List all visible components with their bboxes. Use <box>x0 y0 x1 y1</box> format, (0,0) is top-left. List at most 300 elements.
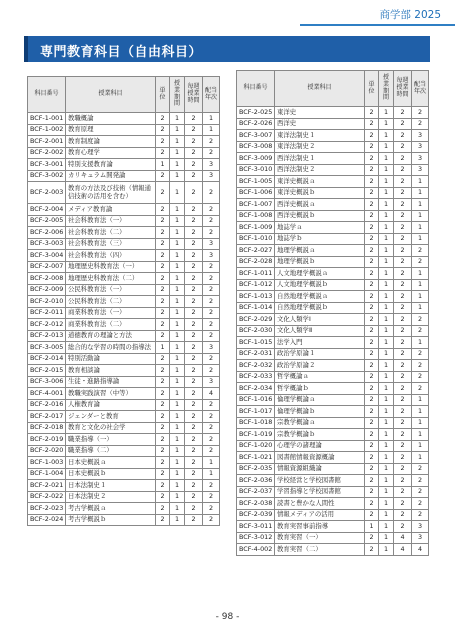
period-cell: 1 <box>379 383 394 395</box>
year-cell: 2 <box>203 365 220 377</box>
course-name: 西洋史 <box>275 118 365 130</box>
course-name: 自然地理学概説ａ <box>275 291 365 303</box>
table-row <box>237 406 429 418</box>
course-name: 地誌学ｂ <box>275 233 365 245</box>
year-cell: 1 <box>412 440 429 452</box>
year-cell: 2 <box>412 325 429 337</box>
hours-cell: 2 <box>185 215 203 227</box>
table-row <box>28 342 220 354</box>
year-cell: 3 <box>203 342 220 354</box>
course-name: 学校経営と学校図書館 <box>275 475 365 487</box>
hours-cell: 2 <box>185 238 203 250</box>
course-code: BCF-2-018 <box>28 422 66 434</box>
hours-cell: 2 <box>185 353 203 365</box>
table-row <box>237 118 429 130</box>
credits-cell: 2 <box>156 399 170 411</box>
credits-cell: 2 <box>365 107 379 119</box>
table-row <box>237 417 429 429</box>
year-cell: 2 <box>203 422 220 434</box>
table-row <box>237 302 429 314</box>
period-cell: 1 <box>170 445 185 457</box>
year-cell: 2 <box>203 353 220 365</box>
year-cell: 1 <box>412 233 429 245</box>
hours-cell: 2 <box>185 491 203 503</box>
period-cell: 1 <box>170 468 185 480</box>
table-row <box>237 268 429 280</box>
course-name: 地誌学ａ <box>275 222 365 234</box>
period-cell: 1 <box>379 544 394 556</box>
table-row <box>28 124 220 136</box>
year-cell: 2 <box>203 399 220 411</box>
course-name: 教育原理 <box>66 124 156 136</box>
course-code: BCF-2-023 <box>28 503 66 515</box>
hours-cell: 2 <box>394 440 412 452</box>
table-row <box>28 353 220 365</box>
course-name: 教育心理学 <box>66 147 156 159</box>
period-cell: 1 <box>379 302 394 314</box>
table-row <box>28 319 220 331</box>
course-code: BCF-2-019 <box>28 434 66 446</box>
year-cell: 2 <box>203 434 220 446</box>
course-name: 読書と豊かな人間性 <box>275 498 365 510</box>
period-cell: 1 <box>379 153 394 165</box>
hours-cell: 2 <box>394 164 412 176</box>
column-header-name: 授業科目 <box>66 77 156 113</box>
course-name: 特別活動論 <box>66 353 156 365</box>
course-name: 政治学原論１ <box>275 348 365 360</box>
credits-cell: 2 <box>156 468 170 480</box>
course-code: BCF-3-003 <box>28 238 66 250</box>
hours-cell: 2 <box>394 314 412 326</box>
year-cell: 2 <box>203 307 220 319</box>
period-cell: 1 <box>170 261 185 273</box>
course-name: 商業科教育法（二） <box>66 319 156 331</box>
year-cell: 2 <box>203 204 220 216</box>
table-row <box>28 480 220 492</box>
course-code: BCF-2-014 <box>28 353 66 365</box>
hours-cell: 2 <box>185 227 203 239</box>
course-code: BCF-1-009 <box>237 222 275 234</box>
hours-cell: 2 <box>394 176 412 188</box>
course-code: BCF-2-024 <box>28 514 66 526</box>
credits-cell: 2 <box>156 204 170 216</box>
credits-cell: 2 <box>156 514 170 526</box>
credits-cell: 2 <box>156 296 170 308</box>
course-name: 教育相談論 <box>66 365 156 377</box>
credits-cell: 2 <box>365 291 379 303</box>
hours-cell: 2 <box>185 342 203 354</box>
course-name: 日本史概説ｂ <box>66 468 156 480</box>
period-cell: 1 <box>379 141 394 153</box>
hours-cell: 2 <box>394 291 412 303</box>
hours-cell: 2 <box>394 360 412 372</box>
year-cell: 1 <box>412 176 429 188</box>
course-name: 日本史概説ａ <box>66 457 156 469</box>
period-cell: 1 <box>379 417 394 429</box>
table-row <box>237 141 429 153</box>
course-code: BCF-1-012 <box>237 279 275 291</box>
period-cell: 1 <box>170 319 185 331</box>
year-cell: 2 <box>412 360 429 372</box>
course-name: カリキュラム開発論 <box>66 170 156 182</box>
course-code: BCF-2-034 <box>237 383 275 395</box>
credits-cell: 2 <box>365 279 379 291</box>
table-row <box>28 227 220 239</box>
year-cell: 1 <box>203 124 220 136</box>
hours-cell: 2 <box>185 445 203 457</box>
period-cell: 1 <box>379 452 394 464</box>
hours-cell: 2 <box>394 199 412 211</box>
hours-cell: 2 <box>185 376 203 388</box>
course-name: 教育実習（一） <box>275 532 365 544</box>
period-cell: 1 <box>379 210 394 222</box>
hours-cell: 2 <box>394 452 412 464</box>
credits-cell: 2 <box>156 250 170 262</box>
course-name: 地理学概説ａ <box>275 245 365 257</box>
course-code: BCF-2-028 <box>237 256 275 268</box>
course-table-left <box>27 76 220 526</box>
period-cell: 1 <box>379 199 394 211</box>
credits-cell: 2 <box>156 182 170 204</box>
year-cell: 1 <box>412 187 429 199</box>
course-code: BCF-2-029 <box>237 314 275 326</box>
hours-cell: 2 <box>185 434 203 446</box>
table-row <box>237 348 429 360</box>
course-code: BCF-4-002 <box>237 544 275 556</box>
course-name: 教育制度論 <box>66 136 156 148</box>
course-code: BCF-1-020 <box>237 440 275 452</box>
hours-cell: 2 <box>185 468 203 480</box>
course-code: BCF-2-011 <box>28 307 66 319</box>
credits-cell: 2 <box>365 164 379 176</box>
table-row <box>237 452 429 464</box>
hours-cell: 2 <box>394 325 412 337</box>
credits-cell: 2 <box>365 337 379 349</box>
year-cell: 1 <box>412 291 429 303</box>
course-name: 地理歴史科教育法（一） <box>66 261 156 273</box>
course-code: BCF-1-019 <box>237 429 275 441</box>
table-row <box>237 521 429 533</box>
year-cell: 1 <box>412 429 429 441</box>
year-cell: 4 <box>412 544 429 556</box>
course-name: 東洋史概説ａ <box>275 176 365 188</box>
table-row <box>28 136 220 148</box>
credits-cell: 2 <box>156 388 170 400</box>
column-header-credits: 単位 <box>156 77 170 113</box>
period-cell: 1 <box>379 130 394 142</box>
course-code: BCF-2-015 <box>28 365 66 377</box>
period-cell: 1 <box>170 342 185 354</box>
credits-cell: 2 <box>365 268 379 280</box>
year-cell: 2 <box>203 296 220 308</box>
table-row <box>237 279 429 291</box>
table-row <box>28 204 220 216</box>
year-cell: 2 <box>412 486 429 498</box>
table-row <box>28 514 220 526</box>
course-code: BCF-2-031 <box>237 348 275 360</box>
credits-cell: 2 <box>156 307 170 319</box>
period-cell: 1 <box>170 273 185 285</box>
credits-cell: 2 <box>156 376 170 388</box>
year-cell: 2 <box>203 215 220 227</box>
course-code: BCF-3-006 <box>28 376 66 388</box>
year-cell: 2 <box>203 273 220 285</box>
course-code: BCF-2-012 <box>28 319 66 331</box>
table-row <box>28 273 220 285</box>
table-row <box>28 468 220 480</box>
hours-cell: 2 <box>394 429 412 441</box>
course-code: BCF-3-004 <box>28 250 66 262</box>
period-cell: 1 <box>379 107 394 119</box>
year-cell: 2 <box>203 147 220 159</box>
hours-cell: 2 <box>394 371 412 383</box>
credits-cell: 2 <box>156 147 170 159</box>
course-code: BCF-2-002 <box>28 147 66 159</box>
course-code: BCF-2-006 <box>28 227 66 239</box>
year-cell: 1 <box>412 394 429 406</box>
column-header-year: 配当年次 <box>203 77 220 113</box>
credits-cell: 2 <box>365 245 379 257</box>
hours-cell: 2 <box>394 256 412 268</box>
hours-cell: 2 <box>185 113 203 125</box>
hours-cell: 2 <box>394 394 412 406</box>
hours-cell: 2 <box>394 222 412 234</box>
table-row <box>28 445 220 457</box>
hours-cell: 2 <box>394 486 412 498</box>
course-code: BCF-2-037 <box>237 486 275 498</box>
course-name: 図書館情報資源概論 <box>275 452 365 464</box>
period-cell: 1 <box>379 429 394 441</box>
hours-cell: 2 <box>394 521 412 533</box>
credits-cell: 1 <box>365 521 379 533</box>
year-cell: 2 <box>203 284 220 296</box>
period-cell: 1 <box>170 480 185 492</box>
hours-cell: 2 <box>185 399 203 411</box>
table-row <box>28 365 220 377</box>
period-cell: 1 <box>379 348 394 360</box>
period-cell: 1 <box>170 399 185 411</box>
credits-cell: 2 <box>365 222 379 234</box>
credits-cell: 2 <box>365 463 379 475</box>
table-row <box>237 222 429 234</box>
year-cell: 3 <box>412 153 429 165</box>
section-title-bar <box>24 36 430 62</box>
faculty-year-tag: 商学部 2025 <box>300 0 455 24</box>
table-row <box>237 498 429 510</box>
year-cell: 2 <box>203 330 220 342</box>
period-cell: 1 <box>379 406 394 418</box>
period-cell: 1 <box>379 498 394 510</box>
credits-cell: 2 <box>365 509 379 521</box>
course-name: メディア教育論 <box>66 204 156 216</box>
period-cell: 1 <box>170 284 185 296</box>
column-header-year: 配当年次 <box>412 71 429 107</box>
year-cell: 4 <box>203 388 220 400</box>
table-row <box>28 147 220 159</box>
course-name: 教育実習（二） <box>275 544 365 556</box>
period-cell: 1 <box>379 256 394 268</box>
credits-cell: 2 <box>365 544 379 556</box>
year-cell: 2 <box>203 227 220 239</box>
period-cell: 1 <box>170 204 185 216</box>
year-cell: 2 <box>203 136 220 148</box>
course-code: BCF-2-035 <box>237 463 275 475</box>
table-row <box>237 325 429 337</box>
credits-cell: 2 <box>365 187 379 199</box>
table-row <box>28 159 220 171</box>
year-cell: 2 <box>412 118 429 130</box>
hours-cell: 2 <box>394 383 412 395</box>
period-cell: 1 <box>170 491 185 503</box>
period-cell: 1 <box>170 365 185 377</box>
course-name: 心理学の諸理論 <box>275 440 365 452</box>
year-cell: 3 <box>412 141 429 153</box>
table-row <box>28 330 220 342</box>
course-name: 考古学概説ａ <box>66 503 156 515</box>
hours-cell: 2 <box>185 159 203 171</box>
table-row <box>237 544 429 556</box>
period-cell: 1 <box>170 434 185 446</box>
hours-cell: 2 <box>394 153 412 165</box>
period-cell: 1 <box>379 245 394 257</box>
year-cell: 1 <box>412 210 429 222</box>
course-code: BCF-2-005 <box>28 215 66 227</box>
course-code: BCF-2-025 <box>237 107 275 119</box>
course-code: BCF-3-001 <box>28 159 66 171</box>
course-code: BCF-2-013 <box>28 330 66 342</box>
hours-cell: 2 <box>185 182 203 204</box>
credits-cell: 1 <box>156 342 170 354</box>
credits-cell: 2 <box>156 365 170 377</box>
course-name: ジェンダーと教育 <box>66 411 156 423</box>
course-name: 社会科教育法（一） <box>66 215 156 227</box>
hours-cell: 2 <box>394 187 412 199</box>
table-row <box>237 463 429 475</box>
course-code: BCF-3-005 <box>28 342 66 354</box>
column-header-hours: 毎週授業時間 <box>185 77 203 113</box>
course-name: 職業指導（二） <box>66 445 156 457</box>
course-name: 人権教育論 <box>66 399 156 411</box>
course-code: BCF-1-018 <box>237 417 275 429</box>
period-cell: 1 <box>379 325 394 337</box>
year-cell: 3 <box>203 159 220 171</box>
hours-cell: 2 <box>185 480 203 492</box>
course-code: BCF-2-003 <box>28 182 66 204</box>
period-cell: 1 <box>170 307 185 319</box>
year-cell: 2 <box>203 411 220 423</box>
course-code: BCF-2-036 <box>237 475 275 487</box>
table-row <box>237 256 429 268</box>
course-table-right <box>236 70 429 556</box>
period-cell: 1 <box>379 176 394 188</box>
period-cell: 1 <box>379 233 394 245</box>
course-name: 西洋史概説ａ <box>275 199 365 211</box>
year-cell: 2 <box>203 503 220 515</box>
table-row <box>237 337 429 349</box>
table-row <box>28 250 220 262</box>
course-code: BCF-1-002 <box>28 124 66 136</box>
course-code: BCF-4-001 <box>28 388 66 400</box>
course-code: BCF-2-022 <box>28 491 66 503</box>
hours-cell: 2 <box>185 147 203 159</box>
period-cell: 1 <box>379 463 394 475</box>
course-name: 地理歴史科教育法（二） <box>66 273 156 285</box>
hours-cell: 2 <box>185 503 203 515</box>
course-code: BCF-3-010 <box>237 164 275 176</box>
table-row <box>237 164 429 176</box>
table-row <box>237 176 429 188</box>
period-cell: 1 <box>170 330 185 342</box>
course-name: 東洋法制史１ <box>275 130 365 142</box>
hours-cell: 2 <box>394 337 412 349</box>
period-cell: 1 <box>379 371 394 383</box>
table-row <box>28 376 220 388</box>
credits-cell: 2 <box>365 348 379 360</box>
period-cell: 1 <box>379 394 394 406</box>
course-name: 東洋法制史２ <box>275 141 365 153</box>
course-name: 道徳教育の理論と方法 <box>66 330 156 342</box>
table-row <box>237 394 429 406</box>
hours-cell: 2 <box>394 509 412 521</box>
table-header-row <box>28 77 220 113</box>
course-name: 西洋史概説ｂ <box>275 210 365 222</box>
table-row <box>28 238 220 250</box>
table-row <box>237 153 429 165</box>
course-code: BCF-1-006 <box>237 187 275 199</box>
period-cell: 1 <box>170 227 185 239</box>
credits-cell: 2 <box>156 124 170 136</box>
period-cell: 1 <box>379 222 394 234</box>
table-row <box>28 284 220 296</box>
period-cell: 1 <box>379 521 394 533</box>
table-row <box>28 411 220 423</box>
course-name: 特別支援教育論 <box>66 159 156 171</box>
course-code: BCF-1-013 <box>237 291 275 303</box>
year-cell: 1 <box>412 279 429 291</box>
course-name: 人文地理学概説ａ <box>275 268 365 280</box>
hours-cell: 2 <box>394 475 412 487</box>
course-code: BCF-1-004 <box>28 468 66 480</box>
period-cell: 1 <box>379 279 394 291</box>
course-name: 職業指導（一） <box>66 434 156 446</box>
course-name: 総合的な学習の時間の指導法 <box>66 342 156 354</box>
column-header-period: 授業期間 <box>379 71 394 107</box>
period-cell: 1 <box>379 486 394 498</box>
period-cell: 1 <box>379 475 394 487</box>
hours-cell: 2 <box>394 245 412 257</box>
credits-cell: 2 <box>365 417 379 429</box>
column-header-code: 科目番号 <box>237 71 275 107</box>
credits-cell: 2 <box>156 503 170 515</box>
course-name: 教育の方法及び技術（情報通信技術の活用を含む） <box>66 182 156 204</box>
course-name: 考古学概説ｂ <box>66 514 156 526</box>
credits-cell: 2 <box>156 273 170 285</box>
hours-cell: 2 <box>394 406 412 418</box>
period-cell: 1 <box>379 291 394 303</box>
course-name: 教職実践演習（中等） <box>66 388 156 400</box>
course-name: 教職概論 <box>66 113 156 125</box>
credits-cell: 2 <box>365 118 379 130</box>
credits-cell: 2 <box>365 153 379 165</box>
year-cell: 2 <box>203 261 220 273</box>
period-cell: 1 <box>379 268 394 280</box>
column-header-name: 授業科目 <box>275 71 365 107</box>
credits-cell: 2 <box>365 314 379 326</box>
period-cell: 1 <box>170 136 185 148</box>
course-name: 社会科教育法（二） <box>66 227 156 239</box>
period-cell: 1 <box>379 164 394 176</box>
course-code: BCF-2-026 <box>237 118 275 130</box>
